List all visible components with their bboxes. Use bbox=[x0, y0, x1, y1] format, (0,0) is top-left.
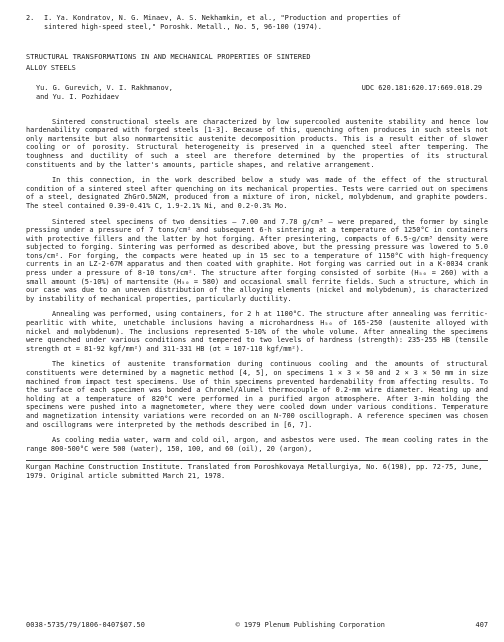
reference-entry bbox=[26, 14, 488, 31]
copyright-notice: © 1979 Plenum Publishing Corporation bbox=[235, 621, 385, 629]
reference-line-2: sintered high-speed steel," Poroshk. Metall., No. 5, 96-100 (1974). bbox=[44, 22, 322, 31]
author-block bbox=[26, 84, 488, 101]
body-paragraph-1: Sintered constructional steels are characterized by low supercooled austenite stability and hence low hardenability compared with forged steels [1-3]. Because of this, quenching often produces in such steels not only martensite but also nonmartensitic austenite decomposition products. This is a result either of slower cooling or of porosity. Structural heterogeneity is preserved in a quenched steel after tempering. The toughness and ductility of such a steel are therefore determined by the properties of its structural constituents and by the latter's amounts, particle shapes, and relative arrangement. bbox=[26, 117, 488, 169]
page-number: 407 bbox=[475, 621, 488, 629]
footnote-divider bbox=[26, 460, 488, 461]
authors-line-2: and Yu. I. Pozhidaev bbox=[36, 92, 119, 101]
body-paragraph-5: The kinetics of austenite transformation during continuous cooling and the amounts of structural constituents were determined by a magnetic method [4, 5], on specimens 1 × 3 × 50 and 2 × 3 × 50 mm in size machined from impact test specimens. Use of thin specimens prevented hardenability from affecting results. To the surface of each specimen was bonded a Chromel/Alumel thermocouple of 0.2-mm wire diameter. Heating up and holding at a temperature of 820°C were performed in a purified argon atmosphere. After 3-min holding the specimens were pushed into a magnetometer, where they were cooled down under various conditions. Temperature and magnetization intensity variations were recorded on an N-700 oscillograph. A reference specimen was chosen and oscillograms were interpreted by the methods described in [6, 7]. bbox=[26, 360, 488, 429]
reference-number: 2. bbox=[26, 14, 35, 22]
article-title-line-2: ALLOY STEELS bbox=[26, 63, 76, 72]
reference-line-1: I. Ya. Kondratov, N. G. Minaev, A. S. Nekhamkin, et al., "Production and properties of bbox=[44, 14, 401, 22]
body-paragraph-4: Annealing was performed, using containers, for 2 h at 1100°C. The structure after annealing was ferritic-pearlitic with white, unetchable inclusions having a microhardness H₅₀ of 165-250 (austenite alloyed with nickel and molybdenum). The inclusions represented 5-10% of the whole volume. After annealing the specimens were quenched under various conditions and tempered to two levels of hardness (strength): 235-255 HB (tensile strength σt = 81-92 kgf/mm²) and 311-331 HB (σt = 107-110 kgf/mm²). bbox=[26, 310, 488, 353]
body-paragraph-2: In this connection, in the work described below a study was made of the effect of the structural condition of a sintered steel after quenching on its mechanical properties. Tests were carried out on specimens of a steel, designated ZhGrO.5N2M, produced from a mixture of iron, nickel, molybdenum, and graphite powders. The steel contained 0.39-0.41% C, 1.9-2.1% Ni, and 0.2-0.3% Mo. bbox=[26, 176, 488, 210]
authors-line-1: Yu. G. Gurevich, V. I. Rakhmanov, bbox=[36, 84, 173, 93]
footnote: Kurgan Machine Construction Institute. Translated from Poroshkovaya Metallurgiya, No. 6(198), pp. 72-75, June, 1979. Original article submitted March 21, 1978. bbox=[26, 463, 483, 480]
journal-page bbox=[26, 14, 488, 481]
body-paragraph-6: As cooling media water, warm and cold oil, argon, and asbestos were used. The mean cooling rates in the range 800-500°C were 500 (water), 150, 100, and 60 (oil), 20 (argon), bbox=[26, 436, 488, 453]
body-paragraph-3: Sintered steel specimens of two densities — 7.00 and 7.78 g/cm³ — were prepared, the former by single pressing under a pressure of 7 tons/cm² and subsequent 6-h sintering at a temperature of 1250°C in containers with protective fillers and the latter by hot forging. After presintering, compacts of 6.5-g/cm³ density were subjected to forging. Sintering was performed as described above, but the pressing pressure was lowered to 5.0 tons/cm². For forging, the compacts were heated up in 15 sec to a temperature of 1150°C with high-frequency currents in an LZ-2-67M apparatus and then coated with graphite. Hot forging was carried out in a K-0034 crank press under a pressure of 8-10 tons/cm². The structure after forging consisted of sorbite (H₅₀ = 260) with a small amount (5-10%) of martensite (H₅₀ = 580) and occasional small ferrite fields. Such a structure, which in our case was due to an uneven distribution of the alloying elements (nickel and molybdenum), is characterized by instability of mechanical properties, particularly ductility. bbox=[26, 217, 488, 303]
article-title-line-1: STRUCTURAL TRANSFORMATIONS IN AND MECHANICAL PROPERTIES OF SINTERED bbox=[26, 53, 311, 62]
udc-code: UDC 620.181:620.17:669.018.29 bbox=[361, 84, 482, 93]
article-code: 0038-5735/79/1806-0407$07.50 bbox=[26, 621, 145, 629]
page-footer bbox=[26, 621, 488, 629]
